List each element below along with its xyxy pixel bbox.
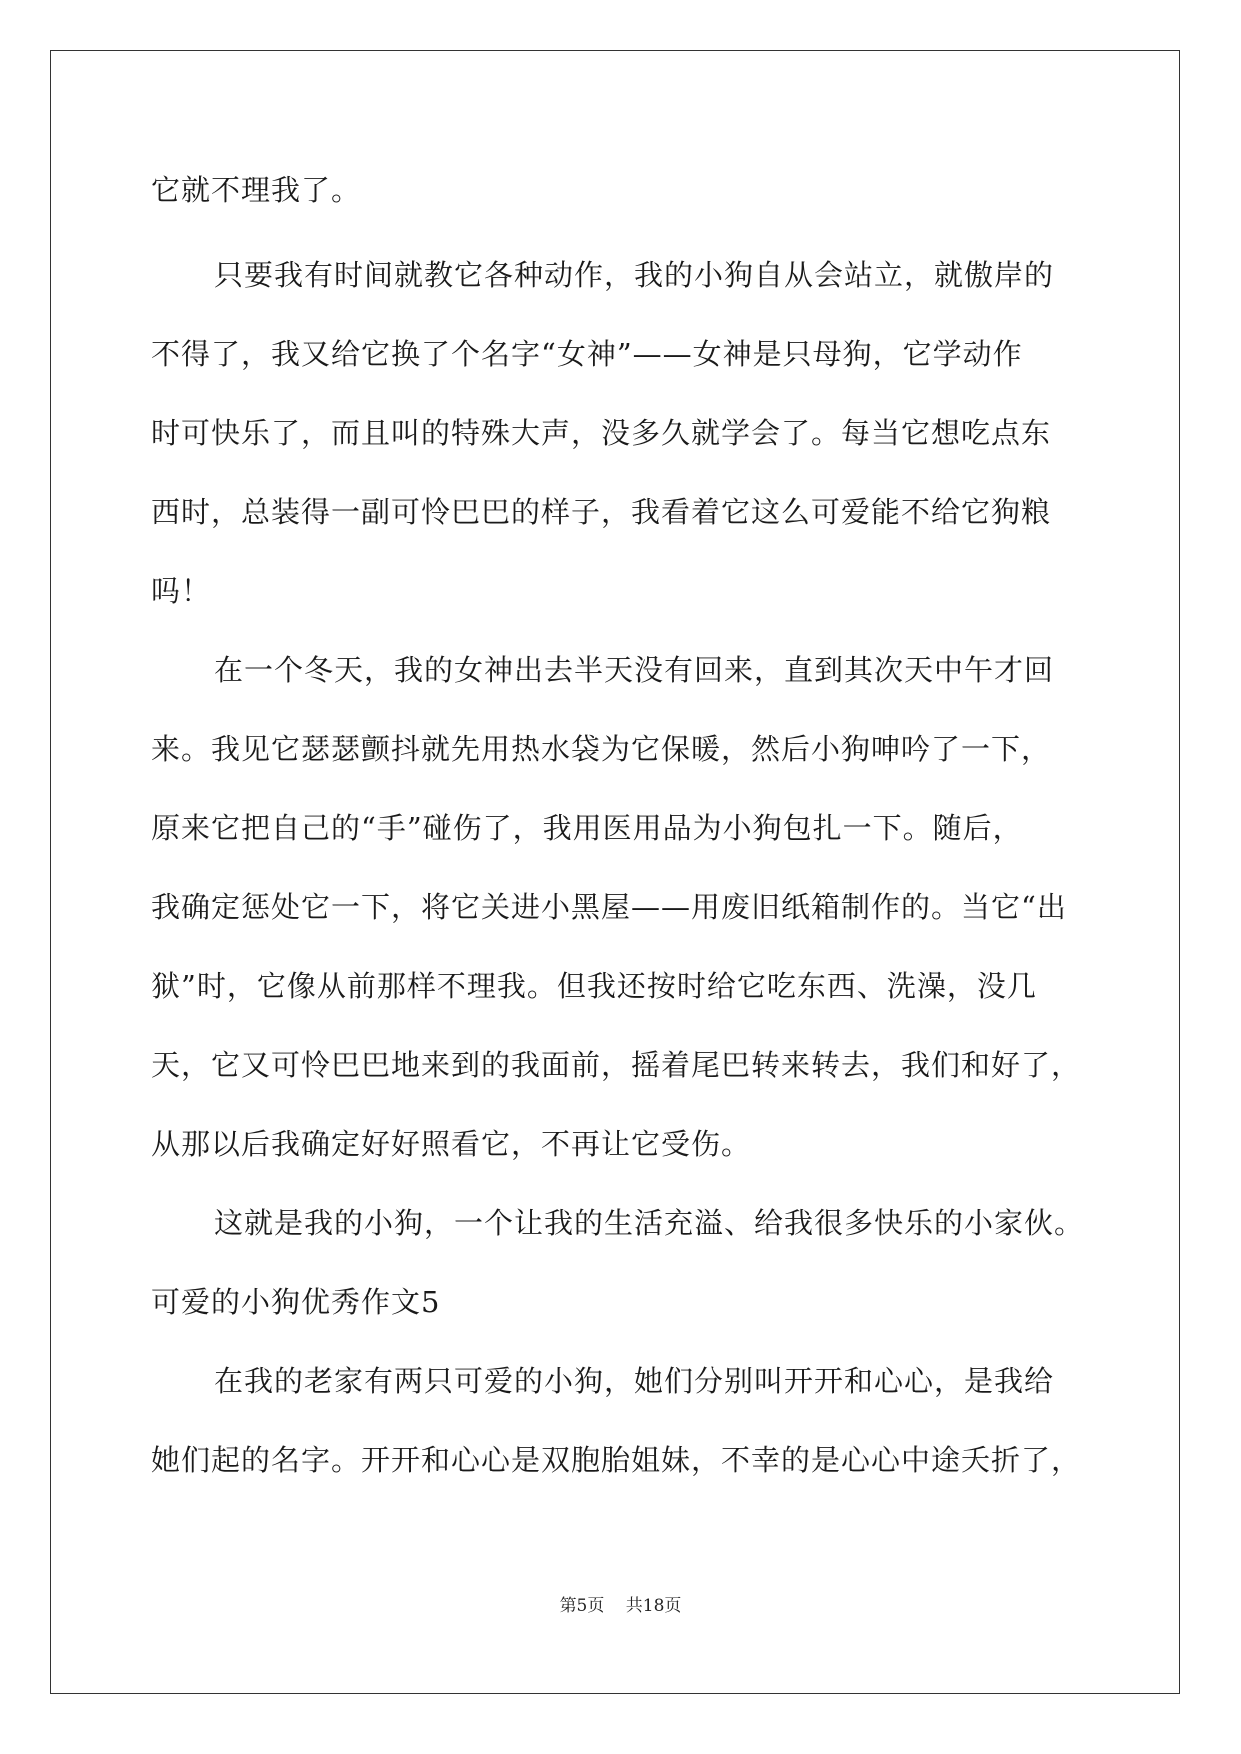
page-number: 第5页 <box>559 1596 605 1616</box>
text-line: 她们起的名字。开开和心心是双胞胎姐妹，不幸的是心心中途夭折了， <box>151 1443 1082 1477</box>
text-line: 在我的老家有两只可爱的小狗，她们分别叫开开和心心，是我给 <box>214 1364 1055 1398</box>
text-line: 天，它又可怜巴巴地来到的我面前，摇着尾巴转来转去，我们和好了， <box>151 1048 1082 1082</box>
text-line: 我确定惩处它一下，将它关进小黑屋——用废旧纸箱制作的。当它“出 <box>151 890 1067 924</box>
text-line: 在一个冬天，我的女神出去半天没有回来，直到其次天中午才回 <box>214 653 1055 687</box>
text-line: 狱”时，它像从前那样不理我。但我还按时给它吃东西、洗澡，没几 <box>151 969 1037 1003</box>
page-footer <box>0 1591 1241 1616</box>
section-heading: 可爱的小狗优秀作文5 <box>151 1285 441 1319</box>
text-line: 从那以后我确定好好照看它，不再让它受伤。 <box>151 1127 752 1161</box>
text-line: 来。我见它瑟瑟颤抖就先用热水袋为它保暖，然后小狗呻吟了一下， <box>151 732 1052 766</box>
text-line: 西时，总装得一副可怜巴巴的样子，我看着它这么可爱能不给它狗粮 <box>151 495 1052 529</box>
text-line: 时可快乐了，而且叫的特殊大声，没多久就学会了。每当它想吃点东 <box>151 416 1052 450</box>
text-line: 它就不理我了。 <box>151 173 362 207</box>
text-line: 原来它把自己的“手”碰伤了，我用医用品为小狗包扎一下。随后， <box>151 811 1023 845</box>
text-line: 不得了，我又给它换了个名字“女神”——女神是只母狗，它学动作 <box>151 337 1023 371</box>
text-line: 吗！ <box>151 574 212 608</box>
text-line: 这就是我的小狗，一个让我的生活充溢、给我很多快乐的小家伙。 <box>214 1206 1085 1240</box>
text-line: 只要我有时间就教它各种动作，我的小狗自从会站立，就傲岸的 <box>214 258 1055 292</box>
page-total: 共18页 <box>625 1596 682 1616</box>
